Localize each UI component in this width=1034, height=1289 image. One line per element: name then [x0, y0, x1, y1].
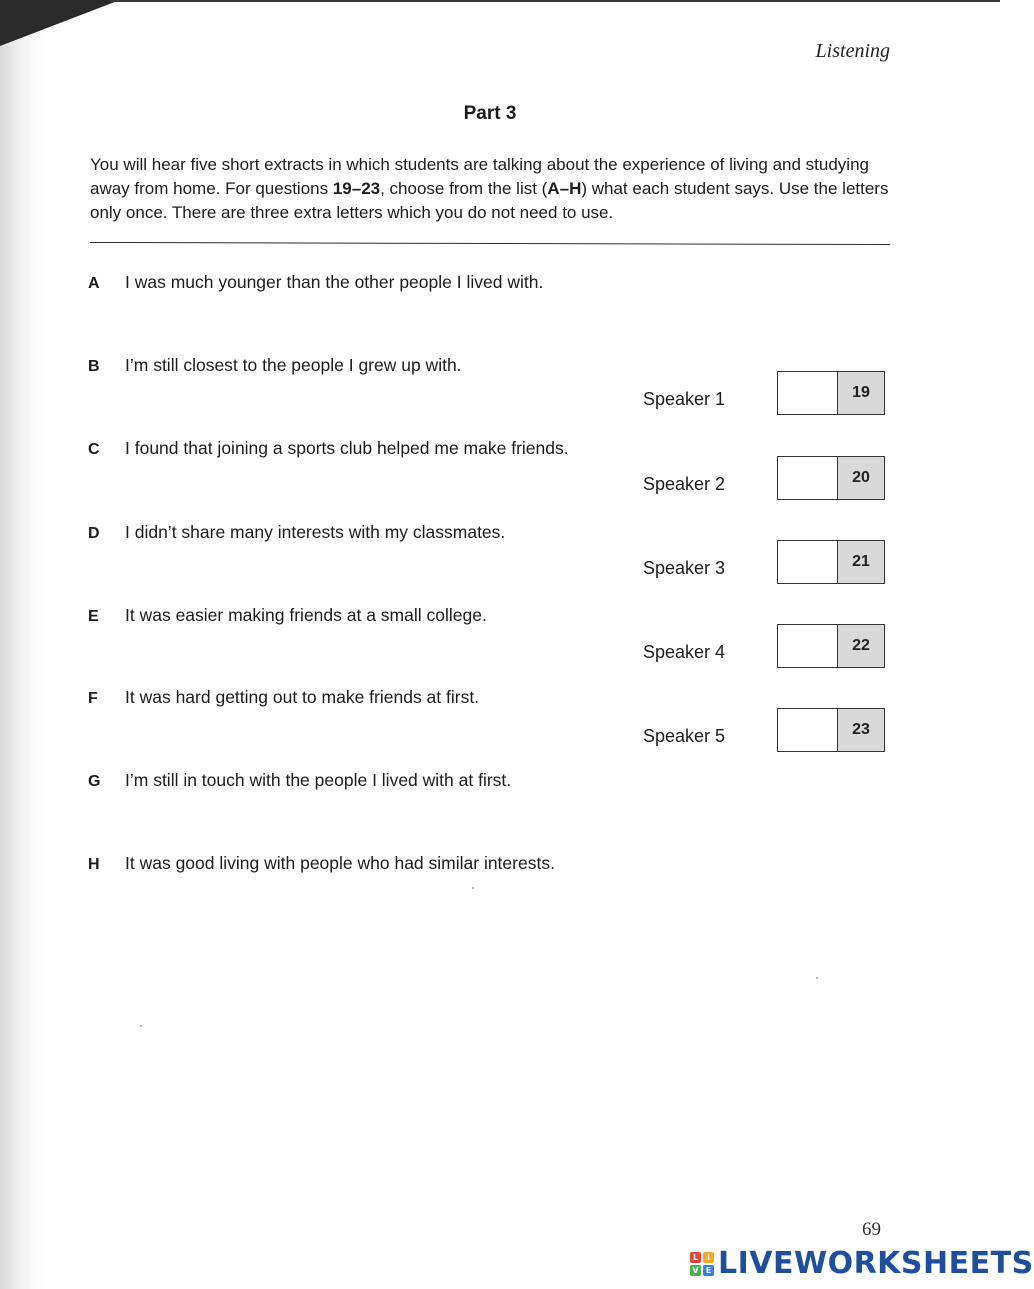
instructions-text-3: ) what each student says. Use the letters only once. There are three extra letters which you do not need to use. — [90, 179, 889, 222]
logo-tile: I — [703, 1252, 714, 1263]
option-d — [88, 522, 505, 543]
speaker-row-5 — [640, 708, 890, 754]
option-a — [88, 272, 543, 293]
speaker-row-2 — [640, 456, 890, 502]
option-letter: B — [88, 358, 100, 375]
scan-top-edge — [110, 0, 1000, 2]
answer-input-23[interactable] — [778, 709, 838, 751]
option-text: I didn’t share many interests with my classmates. — [125, 522, 506, 542]
logo-tile: E — [703, 1265, 714, 1276]
question-number: 20 — [838, 457, 884, 499]
speaker-row-1 — [640, 371, 890, 417]
option-f — [88, 687, 479, 708]
question-number: 22 — [838, 625, 884, 667]
option-letter: F — [88, 690, 98, 707]
option-e — [88, 605, 487, 626]
option-c — [88, 438, 569, 459]
answer-box — [777, 540, 885, 584]
instructions-text-1: You will hear five short extracts in which students are talking about the experience of living and studying away from home. For questions — [90, 155, 869, 198]
speaker-label: Speaker 4 — [643, 642, 726, 662]
speaker-label: Speaker 5 — [643, 726, 726, 746]
scan-speck — [816, 977, 818, 979]
option-letter: D — [88, 525, 100, 542]
logo-tile: V — [690, 1265, 701, 1276]
answer-box — [777, 456, 885, 500]
option-letter: G — [88, 773, 101, 790]
question-number: 23 — [838, 709, 884, 751]
speaker-label: Speaker 2 — [643, 474, 726, 494]
answer-input-21[interactable] — [778, 541, 838, 583]
running-head: Listening — [815, 40, 890, 62]
question-number: 21 — [838, 541, 884, 583]
option-text: I found that joining a sports club helped me make friends. — [125, 438, 569, 458]
answer-input-22[interactable] — [778, 625, 838, 667]
option-letter: C — [88, 441, 100, 458]
answer-box — [777, 371, 885, 415]
option-b — [88, 355, 462, 376]
liveworksheets-logo-icon — [690, 1252, 714, 1276]
answer-input-20[interactable] — [778, 457, 838, 499]
option-text: I was much younger than the other people I lived with. — [125, 272, 544, 292]
answer-input-19[interactable] — [778, 372, 838, 414]
speaker-label: Speaker 1 — [643, 389, 726, 409]
option-text: It was good living with people who had similar interests. — [125, 853, 555, 873]
instructions — [90, 153, 890, 225]
page-binding-shadow — [0, 0, 30, 1289]
instructions-letter-range: A–H — [547, 179, 582, 198]
logo-tile: L — [690, 1252, 701, 1263]
divider-rule — [90, 242, 890, 245]
option-g — [88, 770, 511, 791]
scan-corner-shadow — [0, 0, 120, 46]
watermark-text: LIVEWORKSHEETS — [718, 1246, 1034, 1281]
option-text: It was easier making friends at a small college. — [125, 605, 487, 625]
question-number: 19 — [838, 372, 884, 414]
liveworksheets-watermark[interactable] — [690, 1246, 1034, 1281]
option-h — [88, 853, 555, 874]
speaker-row-4 — [640, 624, 890, 670]
answer-box — [777, 624, 885, 668]
option-text: I’m still in touch with the people I lived with at first. — [125, 770, 512, 790]
option-letter: A — [88, 275, 100, 292]
option-letter: H — [88, 856, 100, 873]
instructions-question-range: 19–23 — [332, 179, 381, 198]
speaker-label: Speaker 3 — [643, 558, 726, 578]
part-title: Part 3 — [463, 103, 517, 124]
scan-speck — [140, 1025, 142, 1027]
option-text: It was hard getting out to make friends at first. — [125, 687, 480, 707]
scan-speck — [472, 887, 474, 889]
instructions-text-2: , choose from the list ( — [380, 179, 548, 198]
speaker-row-3 — [640, 540, 890, 586]
page-number: 69 — [862, 1219, 881, 1240]
option-text: I’m still closest to the people I grew up with. — [125, 355, 462, 375]
option-letter: E — [88, 608, 99, 625]
answer-box — [777, 708, 885, 752]
